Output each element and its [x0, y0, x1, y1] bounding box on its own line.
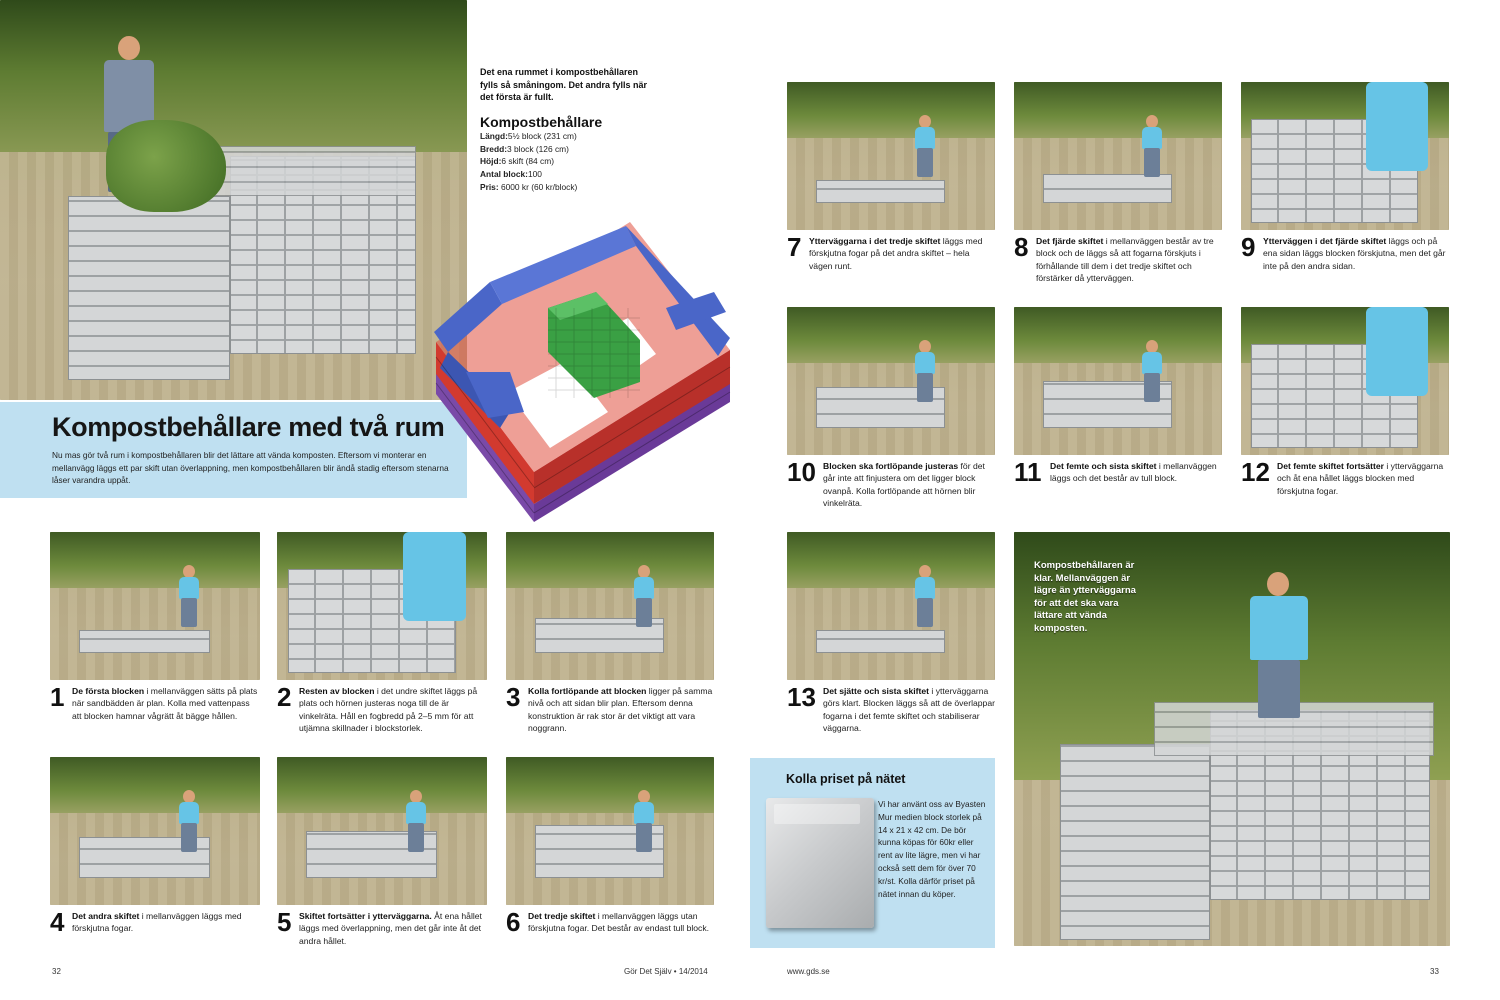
step-number: 13: [787, 682, 816, 712]
step-description: [823, 460, 995, 510]
step-lead: Resten av blocken: [299, 686, 375, 696]
step-description: [1277, 460, 1449, 497]
step-body: i mellanväggen sätts på plats när sandbädden är plan. Kolla med vattenpass att blocken hamnar vågrätt åt bägge hållen.: [72, 686, 258, 721]
price-text: Vi har använt oss av Byasten Mur medien block storlek på 14 x 21 x 42 cm. De bör kunna köpas för 60kr eller rent av lite lägre, men vi har också sett dem för över 70 kr/st. Kolla därför priset på nätet innan du köper.: [878, 799, 986, 899]
step-lead: Det femte skiftet fortsätter: [1277, 461, 1384, 471]
spec-label: Höjd:: [480, 156, 502, 167]
step-body: i ytterväggarna och åt ena hållet läggs blocken med förskjutna fogar.: [1277, 461, 1444, 496]
step-lead: Ytterväggarna i det tredje skiftet: [809, 236, 941, 246]
spec-label: Pris:: [480, 181, 501, 192]
specs-heading: Kompostbehållare: [480, 113, 603, 130]
step-description: [1050, 460, 1222, 485]
spec-row: [480, 168, 650, 181]
step-description: [528, 685, 714, 735]
step-number: 7: [787, 232, 802, 262]
step-lead: Blocken ska fortlöpande justeras: [823, 461, 959, 471]
step-lead: Ytterväggen i det fjärde skiftet: [1263, 236, 1387, 246]
step-lead: Det fjärde skiftet: [1036, 236, 1104, 246]
step-photo: [277, 757, 487, 905]
spec-value: 6000 kr (60 kr/block): [500, 181, 578, 192]
step-photo: [787, 307, 995, 455]
concrete-block-image: [766, 798, 874, 928]
step-number: 12: [1241, 457, 1270, 487]
magazine-name: Gör Det Själv • 14/2014: [624, 967, 708, 976]
block-diagram: [430, 222, 734, 524]
price-box: [750, 758, 995, 948]
step-body: i mellanväggen läggs med förskjutna fogar.: [72, 911, 242, 934]
spec-row: [480, 130, 650, 143]
step-body: i mellanväggen läggs och det består av tull block.: [1050, 461, 1217, 484]
step-lead: Skiftet fortsätter i ytterväggarna.: [299, 911, 432, 921]
page-number-right: 33: [1430, 967, 1439, 976]
specs-intro: Det ena rummet i kompostbehållaren fylls så småningom. Det andra fylls när det första är fullt.: [480, 67, 648, 103]
step-number: 1: [50, 682, 65, 712]
step-description: [1263, 235, 1449, 272]
specs-list: [480, 130, 650, 194]
step-photo: [787, 82, 995, 230]
price-heading: Kolla priset på nätet: [786, 772, 906, 786]
step-description: [72, 910, 260, 935]
website: www.gds.se: [787, 967, 830, 976]
step-number: 9: [1241, 232, 1256, 262]
step-body: läggs och på ena sidan läggs blocken förskjutna, men det går inte på den andra sidan.: [1263, 236, 1446, 271]
step-photo: [1014, 307, 1222, 455]
step-photo: [50, 757, 260, 905]
step-lead: Det andra skiftet: [72, 911, 140, 921]
foliage: [106, 120, 226, 212]
step-lead: Det femte och sista skiftet: [1050, 461, 1157, 471]
spec-row: [480, 143, 650, 156]
step-photo: [50, 532, 260, 680]
step-body: i ytterväggarna görs klart. Blocken läggs så att de överlappar fogarna i det femte skiftet och stabiliserar väggarna.: [823, 686, 995, 734]
article-intro: Nu mas gör två rum i kompostbehållaren blir det lättare att vända komposten. Eftersom vi monterar en mellanvägg läggs ett par skift utan överlappning, men kompostbehållaren blir ändå stadig eftersom stenarna låser varandra uppåt.: [52, 450, 449, 485]
spec-value: 5½ block (231 cm): [507, 130, 577, 141]
step-description: [809, 235, 995, 272]
step-description: [299, 685, 487, 735]
step-body: Åt ena hållet läggs med överlappning, men det går inte åt det andra hållet.: [299, 911, 482, 946]
step-photo: [1014, 82, 1222, 230]
step-lead: Det tredje skiftet: [528, 911, 596, 921]
specs-box: [480, 66, 650, 194]
spec-value: 6 skift (84 cm): [501, 156, 554, 167]
spec-row: [480, 181, 650, 194]
step-number: 4: [50, 907, 65, 937]
spec-label: Bredd:: [480, 143, 507, 154]
step-lead: De första blocken: [72, 686, 145, 696]
step-description: [72, 685, 260, 722]
step-number: 6: [506, 907, 521, 937]
step-number: 10: [787, 457, 816, 487]
step-lead: Det sjätte och sista skiftet: [823, 686, 930, 696]
article-title: Kompostbehållare med två rum: [52, 412, 445, 442]
spec-label: Längd:: [480, 130, 508, 141]
step-number: 2: [277, 682, 292, 712]
step-body: för det går inte att finjustera om det ligger block ovanpå. Kolla fortlöpande att hörnen blir vinkelräta.: [823, 461, 985, 509]
step-photo: [787, 532, 995, 680]
step-body: i det undre skiftet läggs på plats och hörnen justeras noga till de är vinkelräta. Håll en fogbredd på 2–5 mm för att utjämna skillnader i blockstorlek.: [299, 686, 478, 734]
title-band: [0, 402, 467, 498]
step-number: 3: [506, 682, 521, 712]
finished-photo: [1014, 532, 1450, 946]
step-photo: [1241, 82, 1449, 230]
hero-photo: [0, 0, 467, 400]
step-lead: Kolla fortlöpande att blocken: [528, 686, 647, 696]
step-description: [823, 685, 995, 735]
page-number-left: 32: [52, 967, 61, 976]
spec-row: [480, 155, 650, 168]
finished-caption: Kompostbehållaren är klar. Mellanväggen är lägre än ytterväggarna för att det ska vara lättare att vända komposten.: [1034, 560, 1136, 634]
step-photo: [277, 532, 487, 680]
step-number: 5: [277, 907, 292, 937]
step-number: 8: [1014, 232, 1029, 262]
step-photo: [506, 757, 714, 905]
step-description: [299, 910, 487, 947]
spec-value: 3 block (126 cm): [507, 143, 569, 154]
step-description: [1036, 235, 1222, 285]
spec-value: 100: [527, 169, 542, 180]
step-body: ligger på samma nivå och att sidan blir plan. Eftersom denna konstruktion är rak stor är det viktigt att vara noggrann.: [528, 686, 713, 734]
step-body: i mellanväggen läggs utan förskjutna fogar. Det består av endast tull block.: [528, 911, 710, 934]
step-photo: [506, 532, 714, 680]
step-photo: [1241, 307, 1449, 455]
step-body: i mellanväggen består av tre block och de läggs så att fogarna förskjuts i förhållande till dem i det tredje skiftet och förstärker då ytterväggen.: [1036, 236, 1214, 284]
step-body: läggs med förskjutna fogar på det andra skiftet – hela vägen runt.: [809, 236, 983, 271]
step-number: 11: [1014, 457, 1042, 487]
spec-label: Antal block:: [480, 169, 528, 180]
step-description: [528, 910, 714, 935]
